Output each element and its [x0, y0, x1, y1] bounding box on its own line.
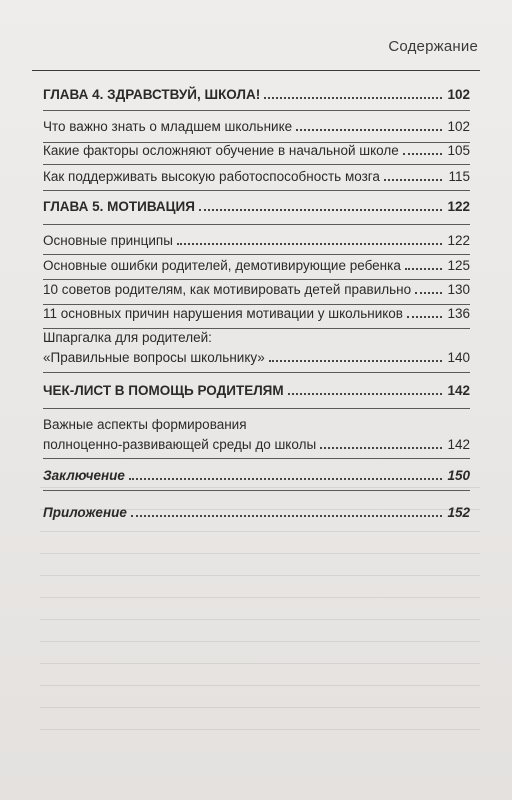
toc-item-title: Как поддерживать высокую работоспособность мозга [43, 169, 380, 184]
leader-dots [296, 129, 442, 131]
toc-item [43, 142, 470, 159]
leader-dots [269, 360, 442, 362]
leader-dots [320, 447, 442, 449]
leader-dots [403, 153, 442, 155]
separator [43, 190, 470, 191]
toc-cheatsheet-row [43, 349, 470, 366]
toc-item-title: 11 основных причин нарушения мотивации у школьников [43, 306, 403, 321]
toc-conclusion-page: 150 [447, 468, 470, 483]
toc-item-page: 115 [448, 169, 470, 184]
toc-aspects-row [43, 436, 470, 453]
toc-chapter-4-page: 102 [447, 87, 470, 102]
separator [43, 458, 470, 459]
toc-item [43, 305, 470, 322]
toc-chapter-4 [43, 86, 470, 103]
separator [43, 372, 470, 373]
leader-dots [177, 243, 442, 245]
separator [43, 490, 470, 491]
toc-aspects [43, 414, 470, 436]
toc-item-title: 10 советов родителям, как мотивировать детей правильно [43, 282, 412, 297]
leader-dots [405, 268, 442, 270]
leader-dots [407, 316, 442, 318]
toc-item-title: Основные принципы [43, 233, 173, 248]
separator [43, 254, 470, 255]
toc-appendix-title: Приложение [43, 505, 127, 520]
toc-item-page: 130 [447, 282, 470, 297]
toc-item-page: 136 [447, 306, 470, 321]
toc-item-page: 122 [447, 233, 470, 248]
leader-dots [199, 209, 442, 211]
toc-item-page: 105 [447, 143, 470, 158]
leader-dots [384, 179, 442, 181]
toc-chapter-4-title: ГЛАВА 4. ЗДРАВСТВУЙ, ШКОЛА! [43, 87, 261, 102]
leader-dots [129, 478, 442, 480]
toc-item-page: 102 [447, 119, 470, 134]
header-rule [32, 70, 480, 71]
toc-item [43, 168, 470, 185]
toc-checklist [43, 382, 470, 399]
separator [43, 110, 470, 111]
toc-item [43, 257, 470, 274]
toc-aspects-line2: полноценно-развивающей среды до школы [43, 437, 317, 452]
toc-item [43, 118, 470, 135]
separator [43, 408, 470, 409]
leader-dots [131, 515, 442, 517]
toc-checklist-page: 142 [447, 383, 470, 398]
toc-aspects-page: 142 [447, 437, 470, 452]
toc-cheatsheet-line1: Шпаргалка для родителей: [43, 330, 212, 345]
toc-cheatsheet-page: 140 [447, 350, 470, 365]
separator [43, 279, 470, 280]
running-header: Содержание [388, 38, 478, 55]
toc-item [43, 232, 470, 249]
toc-conclusion [43, 467, 470, 484]
toc-aspects-line1: Важные аспекты формирования [43, 417, 247, 432]
toc-chapter-5-title: ГЛАВА 5. МОТИВАЦИЯ [43, 199, 195, 214]
toc-checklist-title: ЧЕК-ЛИСТ В ПОМОЩЬ РОДИТЕЛЯМ [43, 383, 284, 398]
toc-item [43, 281, 470, 298]
toc-appendix-page: 152 [447, 505, 470, 520]
toc-item-title: Основные ошибки родителей, демотивирующие ребенка [43, 258, 401, 273]
toc-cheatsheet [43, 327, 470, 349]
leader-dots [288, 393, 442, 395]
toc-item-page: 125 [447, 258, 470, 273]
toc-appendix [43, 504, 470, 521]
leader-dots [415, 292, 442, 294]
leader-dots [264, 97, 442, 99]
toc-chapter-5-page: 122 [447, 199, 470, 214]
separator [43, 224, 470, 225]
toc-item-title: Что важно знать о младшем школьнике [43, 119, 293, 134]
separator [43, 164, 470, 165]
toc-cheatsheet-line2: «Правильные вопросы школьнику» [43, 350, 265, 365]
toc-chapter-5 [43, 198, 470, 215]
toc-conclusion-title: Заключение [43, 468, 125, 483]
toc-item-title: Какие факторы осложняют обучение в начальной школе [43, 143, 399, 158]
